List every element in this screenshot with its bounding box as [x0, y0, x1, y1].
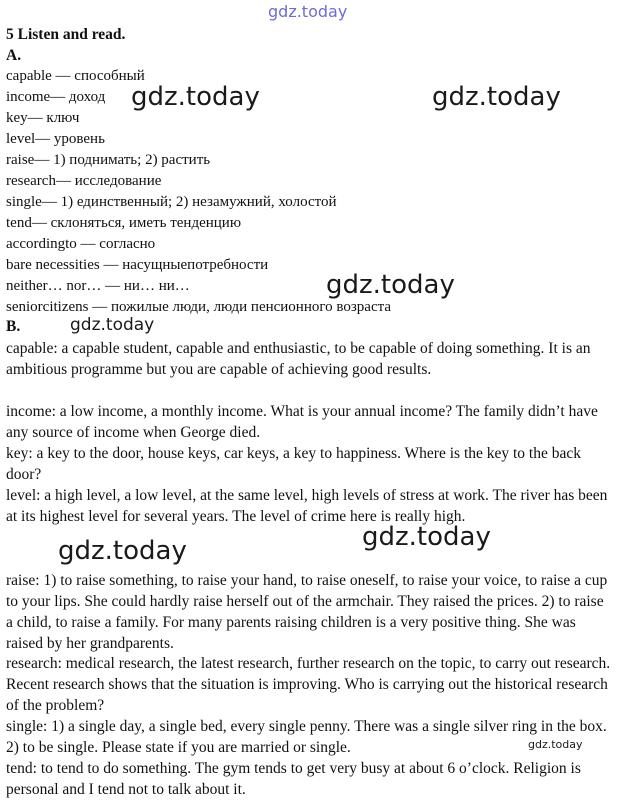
example-paragraph: raise: 1) to raise something, to raise your hand, to raise oneself, to raise your voice, to raise a cup to your lips. She could hardly raise herself out of the armchair. They raised the prices. 2) to raise a child, to raise a family. For many parents raising children is a very positive thing. She was raised by her grandparents.: [6, 572, 608, 652]
watermark-text: gdz.today: [58, 536, 187, 566]
section-a-label: A.: [6, 47, 22, 64]
section-b-label: B.: [6, 318, 21, 335]
watermark-text: gdz.today: [70, 315, 155, 335]
watermark-text: gdz.today: [362, 522, 491, 552]
example-paragraph: tend: to tend to do something. The gym tends to get very busy at about 6 o’clock. Religion is personal and I tend not to talk about it.: [6, 760, 581, 798]
vocab-line: research— исследование: [6, 173, 162, 189]
example-paragraph: income: a low income, a monthly income. What is your annual income? The family didn’t have any source of income when George died.: [6, 403, 598, 441]
vocab-line: key— ключ: [6, 110, 80, 126]
watermark-text: gdz.today: [268, 2, 348, 21]
vocab-line: level— уровень: [6, 131, 105, 147]
example-paragraph: level: a high level, a low level, at the same level, high levels of stress at work. The river has been at its highest level for several years. The level of crime here is really high.: [6, 487, 608, 525]
watermark-text: gdz.today: [432, 82, 561, 112]
vocab-line: raise— 1) поднимать; 2) растить: [6, 152, 211, 168]
vocab-line: capable — способный: [6, 68, 145, 84]
example-paragraph: key: a key to the door, house keys, car keys, a key to happiness. Where is the key to the back door?: [6, 445, 582, 483]
vocab-line: tend— склоняться, иметь тенденцию: [6, 215, 242, 231]
vocab-line: income— доход: [6, 89, 106, 105]
vocab-line: neither… nor… — ни… ни…: [6, 278, 190, 294]
watermark-text: gdz.today: [326, 270, 455, 300]
watermark-text: gdz.today: [131, 82, 260, 112]
example-paragraph: single: 1) a single day, a single bed, every single penny. There was a single silver ring in the box. 2) to be single. Please state if you are married or single.: [6, 718, 607, 756]
vocab-line: single— 1) единственный; 2) незамужний, холостой: [6, 194, 337, 210]
example-paragraph: capable: a capable student, capable and enthusiastic, to be capable of doing something. It is an ambitious programme but you are capable of achieving good results.: [6, 340, 591, 378]
example-paragraph: research: medical research, the latest research, further research on the topic, to carry out research. Recent research shows that the situation is improving. Who is carrying out the historical research of the problem?: [6, 655, 611, 714]
watermark-text: gdz.today: [528, 738, 583, 751]
exercise-title: 5 Listen and read.: [6, 26, 126, 43]
vocab-line: accordingto — согласно: [6, 236, 156, 252]
vocab-line: bare necessities — насущныепотребности: [6, 257, 269, 273]
vocab-line: seniorcitizens — пожилые люди, люди пенсионного возраста: [6, 299, 392, 315]
